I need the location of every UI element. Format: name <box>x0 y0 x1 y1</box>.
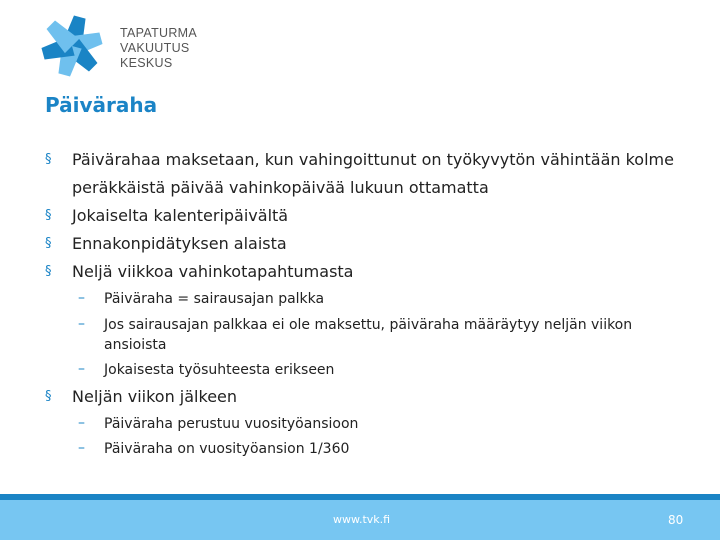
bullet-item <box>45 230 675 258</box>
sub-bullet-item <box>45 286 675 312</box>
logo-text <box>120 26 197 71</box>
bullet-square-icon: § <box>45 264 52 279</box>
footer-url[interactable]: www.tvk.fi <box>333 513 391 526</box>
sub-bullet-item <box>45 411 675 437</box>
sub-bullet-text: Päiväraha = sairausajan palkka <box>104 291 325 307</box>
dash-icon: – <box>78 290 85 306</box>
sub-bullet-text: Päiväraha on vuosityöansion 1/360 <box>104 441 350 457</box>
sub-bullet-item <box>45 312 675 358</box>
bullet-text: Neljän viikon jälkeen <box>72 386 238 406</box>
bullet-text: Päivärahaa maksetaan, kun vahingoittunut on työkyvytön vähintään kolme peräkkäistä päivää vahinkopäivää lukuun ottamatta <box>72 150 674 197</box>
footer <box>0 500 720 540</box>
page-number: 80 <box>668 513 684 527</box>
logo-line: VAKUUTUS <box>120 41 190 55</box>
tvk-logo-icon <box>40 14 104 78</box>
dash-icon: – <box>78 361 85 377</box>
dash-icon: – <box>78 440 85 456</box>
bullet-list <box>45 146 675 462</box>
bullet-square-icon: § <box>45 388 52 404</box>
logo-line: TAPATURMA <box>120 26 198 40</box>
dash-icon: – <box>78 315 85 332</box>
bullet-square-icon: § <box>45 236 52 251</box>
bullet-item <box>45 146 675 202</box>
sub-bullet-item <box>45 357 675 383</box>
sub-bullet-text: Päiväraha perustuu vuosityöansioon <box>104 415 359 432</box>
bullet-text: Neljä viikkoa vahinkotapahtumasta <box>72 262 354 281</box>
sub-bullet-text: Jos sairausajan palkkaa ei ole maksettu, päiväraha määräytyy neljän viikon ansioista <box>104 316 633 353</box>
logo-line: KESKUS <box>120 56 173 70</box>
bullet-square-icon: § <box>45 152 52 167</box>
slide-title: Päiväraha <box>45 93 158 117</box>
bullet-text: Jokaiselta kalenteripäivältä <box>72 206 289 225</box>
bullet-item <box>45 383 675 411</box>
bullet-square-icon: § <box>45 208 52 223</box>
bullet-item <box>45 202 675 230</box>
sub-bullet-item <box>45 436 675 462</box>
bullet-item <box>45 258 675 286</box>
sub-bullet-text: Jokaisesta työsuhteesta erikseen <box>104 362 335 378</box>
bullet-text: Ennakonpidätyksen alaista <box>72 234 287 253</box>
dash-icon: – <box>78 414 85 431</box>
